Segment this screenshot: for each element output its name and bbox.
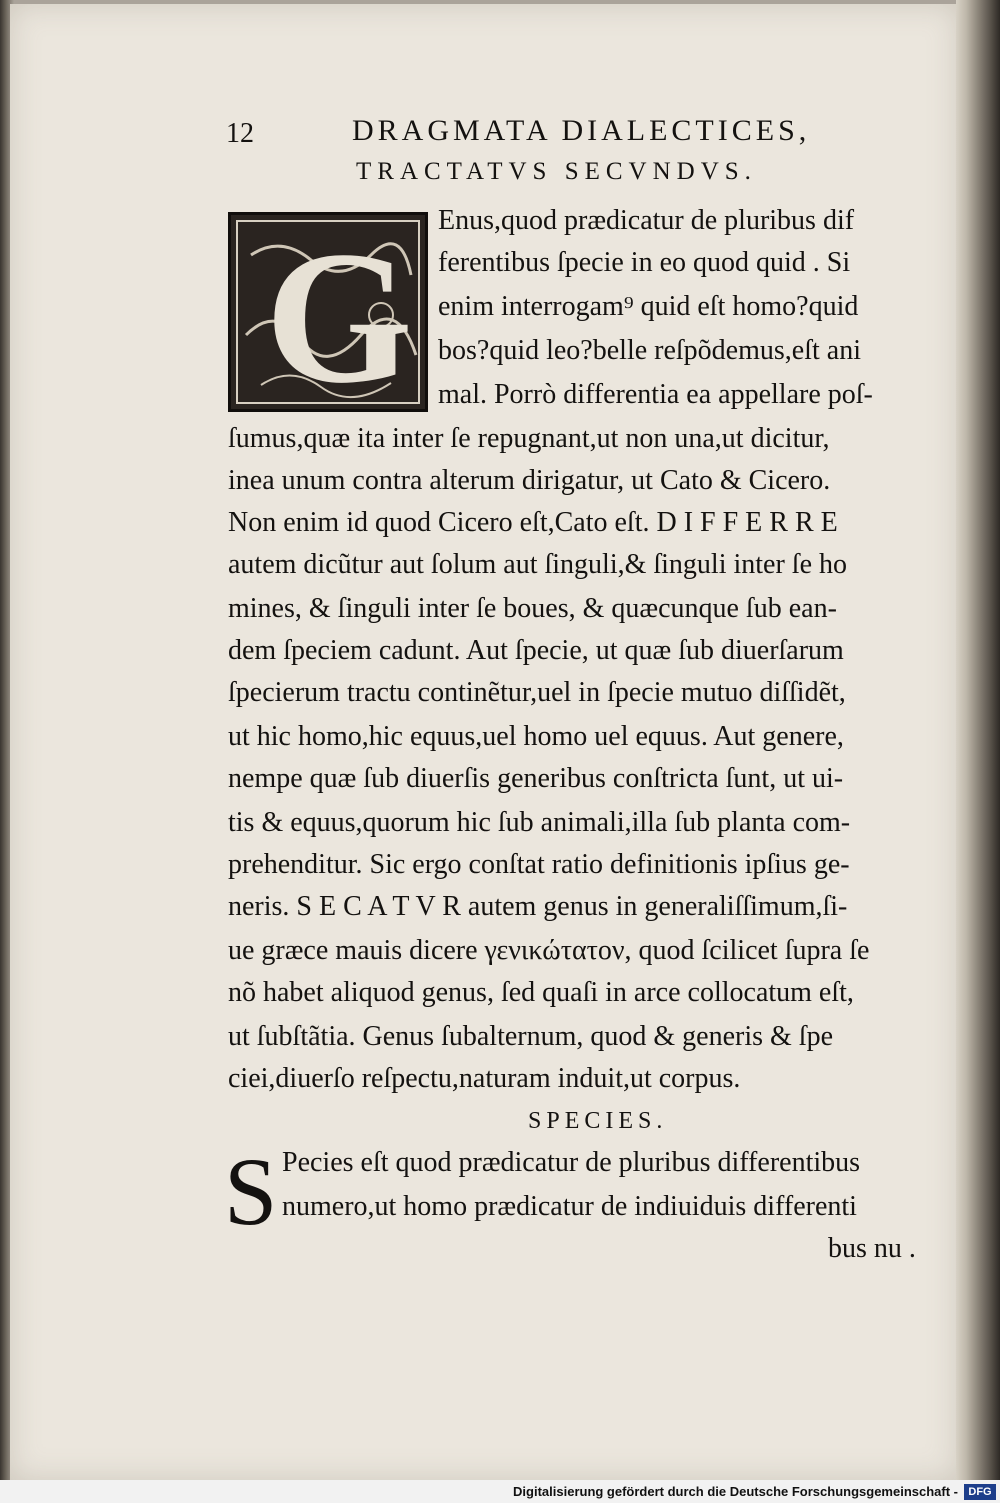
text-line: dem ſpeciem cadunt. Aut ſpecie, ut quæ ſub diuerſarum — [228, 635, 844, 666]
text-line: ciei,diuerſo reſpectu,naturam induit,ut corpus. — [228, 1063, 741, 1094]
text-line: ue græce mauis dicere γενικώτατον, quod ſcilicet ſupra ſe — [228, 935, 870, 966]
heading-species: SPECIES. — [528, 1108, 668, 1134]
text-line: ut hic homo,hic equus,uel homo uel equus. Aut genere, — [228, 721, 844, 752]
text-line: ferentibus ſpecie in eo quod quid . Si — [438, 247, 851, 278]
text-line: Pecies eſt quod prædicatur de pluribus differentibus — [282, 1147, 861, 1178]
running-head: DRAGMATA DIALECTICES, — [352, 114, 811, 147]
text-line: mal. Porrò differentia ea appellare poſ- — [438, 379, 873, 410]
text-line: enim interrogam⁹ quid eſt homo?quid — [438, 291, 859, 322]
text-line: mines, & ſinguli inter ſe boues, & quæcunque ſub ean- — [228, 593, 837, 624]
text-line: ut ſubſtãtia. Genus ſubalternum, quod & generis & ſpe — [228, 1021, 833, 1052]
initial-letter: G — [265, 213, 413, 423]
text-line: inea unum contra alterum dirigatur, ut Cato & Cicero. — [228, 465, 831, 496]
text-line: tis & equus,quorum hic ſub animali,illa ſub planta com- — [228, 807, 851, 838]
text-line: nõ habet aliquod genus, ſed quaſi in arce collocatum eſt, — [228, 977, 854, 1008]
text-line: autem dicũtur aut ſolum aut ſinguli,& ſinguli inter ſe ho — [228, 549, 848, 580]
text-line: Enus,quod prædicatur de pluribus dif — [438, 205, 855, 236]
page-number: 12 — [226, 118, 254, 149]
dfg-logo: DFG — [964, 1484, 996, 1500]
initial-s: S — [224, 1138, 278, 1245]
text-line: ſpecierum tractu continẽtur,uel in ſpecie mutuo diſſidẽt, — [228, 677, 846, 708]
text-line: bus nu . — [828, 1233, 916, 1264]
section-title: TRACTATVS SECVNDVS. — [356, 158, 757, 185]
text-line: numero,ut homo prædicatur de indiuiduis differenti — [282, 1191, 857, 1222]
text-line: bos?quid leo?belle reſpõdemus,eſt ani — [438, 335, 861, 366]
text-line: ſumus,quæ ita inter ſe repugnant,ut non una,ut dicitur, — [228, 423, 830, 454]
text-line: nempe quæ ſub diuerſis generibus conſtricta ſunt, ut ui- — [228, 763, 844, 794]
text-line: Non enim id quod Cicero eſt,Cato eſt. D I F F E R R E — [228, 507, 838, 538]
footer-credit: Digitalisierung gefördert durch die Deutsche Forschungsgemeinschaft - — [513, 1484, 958, 1499]
decorated-initial — [228, 212, 428, 423]
text-line: neris. S E C A T V R autem genus in generaliſſimum,ſi- — [228, 891, 848, 922]
page-edge — [956, 0, 1000, 1480]
text-line: prehenditur. Sic ergo conſtat ratio definitionis ipſius ge- — [228, 849, 850, 880]
